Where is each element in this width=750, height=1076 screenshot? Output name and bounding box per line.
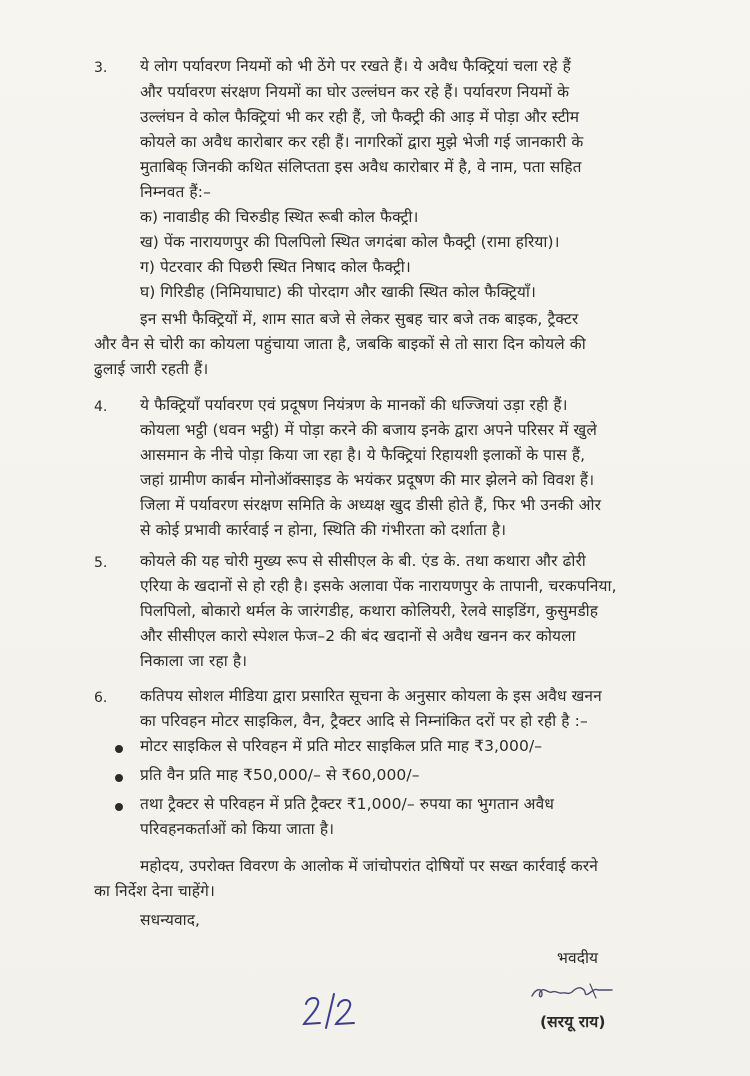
- rate-item-van: प्रति वैन प्रति माह ₹50,000/– से ₹60,000/–: [140, 766, 420, 784]
- section-5-line-5: निकाला जा रहा है।: [140, 652, 248, 670]
- section-4-line-5: जिला में पर्यावरण संरक्षण समिति के अध्यक्ष खुद डीसी होते हैं, फिर भी उनकी ओर: [140, 496, 602, 514]
- section-4-line-2: कोयला भट्ठी (धवन भट्ठी) में पोड़ा करने की बजाय इनके द्वारा अपने परिसर में खुले: [140, 421, 597, 439]
- rate-item-motorcycle: मोटर साइकिल से परिवहन में प्रति मोटर साइकिल प्रति माह ₹3,000/–: [140, 737, 543, 755]
- section-6-line-1: कतिपय सोशल मीडिया द्वारा प्रसारित सूचना के अनुसार कोयला के इस अवैध खनन: [140, 687, 602, 705]
- bullet-icon: [115, 774, 123, 782]
- section-3-line-6: निम्नवत हैं:–: [140, 183, 211, 201]
- section-5-line-3: पिलपिलो, बोकारो थर्मल के जारंगडीह, कथारा कोलियरी, रेलवे साइडिंग, कुसुमडीह: [140, 602, 599, 620]
- section-5-number: 5.: [94, 555, 108, 571]
- section-4-line-6: से कोई प्रभावी कार्रवाई न होना, स्थिति की गंभीरता को दर्शाता है।: [140, 521, 507, 539]
- section-6-line-2: का परिवहन मोटर साइकिल, वैन, ट्रैक्टर आदि से निम्नांकित दरों पर हो रही है :–: [140, 712, 588, 730]
- section-5-line-1: कोयले की यह चोरी मुख्य रूप से सीसीएल के बी. एंड के. तथा कथारा और ढोरी: [140, 552, 586, 570]
- yours-faithfully: भवदीय: [557, 949, 599, 967]
- signature-icon: [528, 980, 618, 1004]
- section-6-number: 6.: [94, 690, 108, 706]
- section-3-list-item-d: घ) गिरिडीह (निमियाघाट) की पोरदाग और खाकी स्थित कोल फैक्ट्रियाँ।: [140, 283, 536, 301]
- section-4-line-4: जहां ग्रामीण कार्बन मोनोऑक्साइड के भयंकर प्रदूषण की मार झेलने को विवश हैं।: [140, 471, 595, 489]
- section-3-line-2: और पर्यावरण संरक्षण नियमों का घोर उल्लंघन कर रहे हैं। पर्यावरण नियमों के: [140, 83, 570, 101]
- section-5-line-2: एरिया के खदानों से हो रही है। इसके अलावा पेंक नारायणपुर के तापानी, चरकपनिया,: [140, 577, 617, 595]
- thanks-text: सधन्यवाद,: [140, 911, 201, 929]
- section-3-line-3: उल्लंघन वे कोल फैक्ट्रियां भी कर रही हैं, जो फैक्ट्री की आड़ में पोड़ा और स्टीम: [140, 108, 580, 126]
- rate-item-tractor-line-2: परिवहनकर्ताओं को किया जाता है।: [140, 820, 335, 838]
- signer-name: (सरयू राय): [540, 1013, 606, 1031]
- closing-line-1: महोदय, उपरोक्त विवरण के आलोक में जांचोपरांत दोषियों पर सख्त कार्रवाई करने: [140, 857, 598, 875]
- section-3-para-line-3: ढुलाई जारी रहती हैं।: [94, 360, 209, 378]
- section-3-number: 3.: [94, 60, 108, 76]
- bullet-icon: [115, 803, 123, 811]
- rate-item-tractor-line-1: तथा ट्रैक्टर से परिवहन में प्रति ट्रैक्टर ₹1,000/– रुपया का भुगतान अवैध: [140, 795, 554, 813]
- section-3-line-4: कोयले का अवैध कारोबार कर रही हैं। नागरिकों द्वारा मुझे भेजी गई जानकारी के: [140, 133, 584, 151]
- closing-line-2: का निर्देश देना चाहेंगे।: [94, 882, 215, 900]
- section-3-line-5: मुताबिक् जिनकी कथित संलिप्तता इस अवैध कारोबार में है, वे नाम, पता सहित: [140, 158, 582, 176]
- section-3-list-item-c: ग) पेटरवार की पिछरी स्थित निषाद कोल फैक्ट्री।: [140, 258, 411, 276]
- section-4-line-1: ये फैक्ट्रियाँ पर्यावरण एवं प्रदूषण नियंत्रण के मानकों की धज्जियां उड़ा रही हैं।: [140, 396, 568, 414]
- section-5-line-4: और सीसीएल कारो स्पेशल फेज–2 की बंद खदानों से अवैध खनन कर कोयला: [140, 627, 576, 645]
- section-3-para-line-1: इन सभी फैक्ट्रियों में, शाम सात बजे से लेकर सुबह चार बजे तक बाइक, ट्रैक्टर: [140, 310, 579, 328]
- section-3-line-1: ये लोग पर्यावरण नियमों को भी ठेंगे पर रखते हैं। ये अवैध फैक्ट्रियां चला रहे हैं: [140, 57, 571, 75]
- section-4-line-3: आसमान के नीचे पोड़ा किया जा रहा है। ये फैक्ट्रियां रिहायशी इलाकों के पास हैं,: [140, 446, 586, 464]
- bullet-icon: [115, 745, 123, 753]
- section-3-list-item-a: क) नावाडीह की चिरुडीह स्थित रूबी कोल फैक्ट्री।: [140, 208, 419, 226]
- section-3-para-line-2: और वैन से चोरी का कोयला पहुंचाया जाता है, जबकि बाइकों से तो सारा दिन कोयले की: [94, 335, 586, 353]
- section-3-list-item-b: ख) पेंक नारायणपुर की पिलपिलो स्थित जगदंबा कोल फैक्ट्री (रामा हरिया)।: [140, 233, 560, 251]
- handwritten-page-number-icon: [300, 990, 360, 1030]
- section-4-number: 4.: [94, 399, 108, 415]
